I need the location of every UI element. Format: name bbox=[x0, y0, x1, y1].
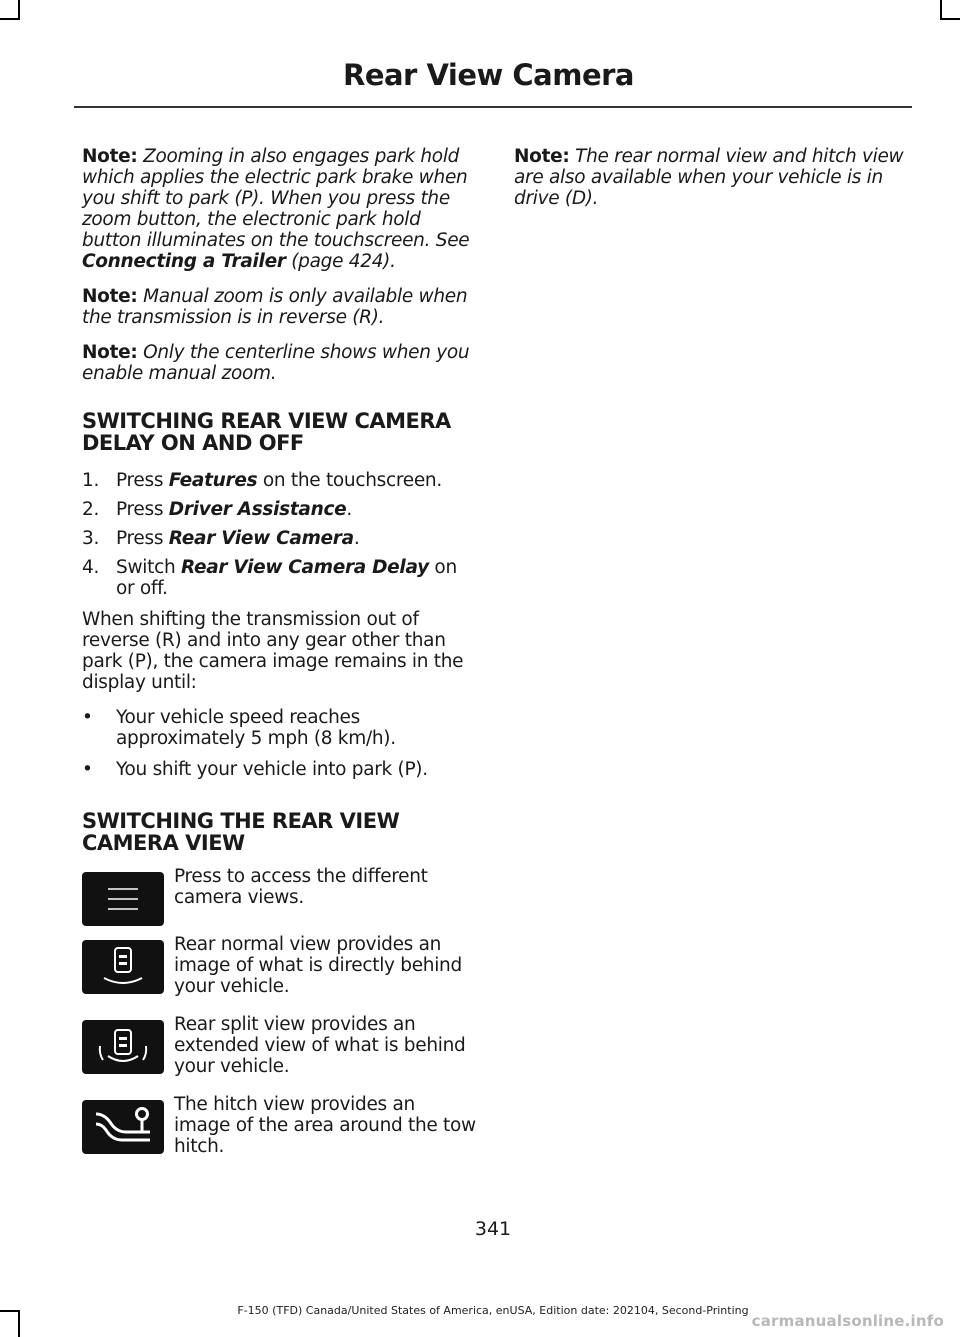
note-label: Note: bbox=[82, 146, 138, 167]
edition-footer: F-150 (TFD) Canada/United States of America, enUSA, Edition date: 202104, Second-Printing bbox=[237, 1304, 749, 1317]
icon-description: Rear split view provides an extended view of what is behind your vehicle. bbox=[174, 1014, 466, 1077]
icon-row-normal bbox=[82, 934, 476, 1010]
bullet-mark: • bbox=[82, 707, 93, 728]
note-centerline bbox=[82, 342, 476, 384]
step-number: 3. bbox=[82, 528, 100, 549]
bullet-mark: • bbox=[82, 759, 93, 780]
note-label: Note: bbox=[514, 146, 570, 167]
ui-label: Driver Assistance bbox=[168, 499, 347, 520]
ui-label: Rear View Camera bbox=[168, 528, 354, 549]
icon-description: Rear normal view provides an image of what is directly behind your vehicle. bbox=[174, 934, 462, 997]
crop-mark bbox=[0, 18, 20, 20]
crop-mark bbox=[940, 18, 960, 20]
bullet-text: Your vehicle speed reaches approximately 5 mph (8 km/h). bbox=[116, 707, 396, 749]
list-item bbox=[82, 470, 476, 491]
section-heading-camera-view: SWITCHING THE REAR VIEW CAMERA VIEW bbox=[82, 809, 400, 855]
hitch-view-icon bbox=[82, 1100, 164, 1154]
icon-description: Press to access the different camera views. bbox=[174, 866, 428, 908]
step-number: 2. bbox=[82, 499, 100, 520]
right-column bbox=[514, 146, 908, 223]
step-text: . bbox=[346, 499, 352, 520]
crop-mark bbox=[940, 0, 942, 20]
ui-label: Features bbox=[168, 470, 258, 491]
rear-split-view-icon bbox=[82, 1020, 164, 1074]
note-label: Note: bbox=[82, 286, 138, 307]
step-text: Switch bbox=[116, 557, 181, 578]
note-text: Manual zoom is only available when the transmission is in reverse (R). bbox=[82, 286, 468, 328]
list-item bbox=[82, 557, 476, 599]
step-text: Press bbox=[116, 470, 169, 491]
menu-lines-icon bbox=[82, 872, 164, 926]
step-text: on the touchscreen. bbox=[257, 470, 442, 491]
icon-row-split bbox=[82, 1014, 476, 1090]
step-text: Press bbox=[116, 499, 169, 520]
note-drive-views bbox=[514, 146, 908, 209]
list-item bbox=[82, 707, 476, 749]
step-number: 1. bbox=[82, 470, 100, 491]
list-item bbox=[82, 528, 476, 549]
bullet-text: You shift your vehicle into park (P). bbox=[116, 759, 428, 780]
header-divider bbox=[74, 106, 912, 108]
left-column bbox=[82, 146, 476, 1180]
ui-label: Rear View Camera Delay bbox=[180, 557, 429, 578]
bullet-list bbox=[82, 707, 476, 780]
section-heading-camera-delay: SWITCHING REAR VIEW CAMERA DELAY ON AND OFF bbox=[82, 409, 451, 455]
watermark: carmanualsonline.info bbox=[751, 1312, 944, 1330]
page-title: Rear View Camera bbox=[342, 58, 634, 92]
rear-normal-view-icon bbox=[82, 940, 164, 994]
icon-row-hitch bbox=[82, 1094, 476, 1170]
note-text: The rear normal view and hitch view are also available when your vehicle is in drive (D). bbox=[514, 146, 904, 209]
step-text: Press bbox=[116, 528, 169, 549]
icon-description: The hitch view provides an image of the area around the tow hitch. bbox=[174, 1094, 476, 1157]
icon-row-menu bbox=[82, 866, 476, 930]
crop-mark bbox=[18, 0, 20, 20]
note-text: Zooming in also engages park hold which applies the electric park brake when you shift to park (P). When you press the zoom button, the electronic park hold button illuminates on the touchscreen. See bbox=[82, 146, 470, 251]
note-label: Note: bbox=[82, 342, 138, 363]
page-number: 341 bbox=[474, 1218, 512, 1240]
page-reference: (page 424). bbox=[291, 251, 396, 272]
step-number: 4. bbox=[82, 557, 100, 578]
delay-paragraph: When shifting the transmission out of reverse (R) and into any gear other than park (P), the camera image remains in the display until: bbox=[82, 609, 464, 693]
note-text: Only the centerline shows when you enable manual zoom. bbox=[82, 342, 470, 384]
step-text: . bbox=[353, 528, 360, 549]
steps-list bbox=[82, 470, 476, 599]
list-item bbox=[82, 499, 476, 520]
note-manual-zoom bbox=[82, 286, 476, 328]
cross-reference-link[interactable]: Connecting a Trailer bbox=[82, 251, 286, 272]
step-text: on or off. bbox=[116, 557, 457, 599]
list-item bbox=[82, 759, 476, 780]
note-zoom-park-hold bbox=[82, 146, 476, 272]
